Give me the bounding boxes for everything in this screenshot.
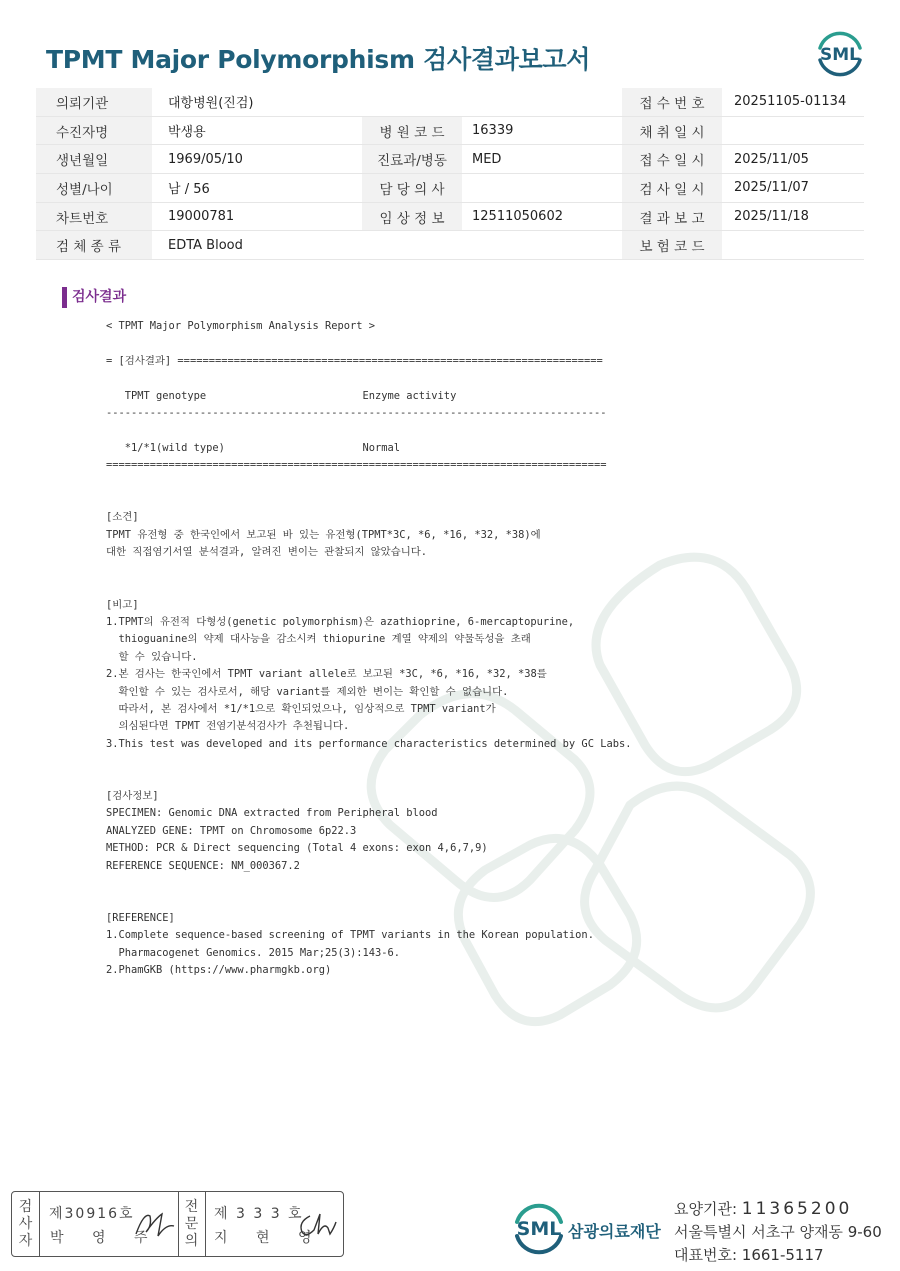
info-label: 담 당 의 사: [362, 174, 462, 203]
stamp-divider: [205, 1192, 206, 1256]
info-label: 생년월일: [36, 145, 152, 174]
info-value: [462, 174, 622, 203]
patient-info-table: [36, 88, 864, 260]
foundation-logo-text: SML: [516, 1218, 562, 1240]
foundation-name: 삼광의료재단: [568, 1222, 661, 1241]
info-label: 성별/나이: [36, 174, 152, 203]
info-value: [722, 116, 864, 145]
info-value: 20251105-01134: [722, 88, 864, 116]
specialist-label: [178, 1192, 205, 1256]
report-body-text: < TPMT Major Polymorphism Analysis Report > = [검사결과] ==================================================================== TPMT genotype Enzyme activity -------------------------------------------------------------------------------- *1/*1(wild type) Normal ================================================================================ [소견] TPMT 유전형 중 한국인에서 보고된 바 있는 유전형(TPMT*3C, *6, *16, *32, *38)에 대한 직접염기서열 분석결과, 알려진 변이는 관찰되지 않았습니다. [비고] 1.TPMT의 유전적 다형성(genetic polymorphism)은 azathioprine, 6-mercaptopurine, thioguanine의 약제 대사능을 감소시켜 thiopurine 계열 약제의 약물독성을 초래 할 수 있습니다. 2.본 검사는 한국인에서 TPMT variant allele로 보고된 *3C, *6, *16, *32, *38를 확인할 수 있는 검사로서, 해당 variant를 제외한 변이는 확인할 수 없습니다. 따라서, 본 검사에서 *1/*1으로 확인되었으나, 임상적으로 TPMT variant가 의심된다면 TPMT 전염기분석검사가 추천됩니다. 3.This test was developed and its performance characteristics determined by GC Labs. [검사정보] SPECIMEN: Genomic DNA extracted from Peripheral blood ANALYZED GENE: TPMT on Chromosome 6p22.3 METHOD: PCR & Direct sequencing (Total 4 exons: exon 4,6,7,9) REFERENCE SEQUENCE: NM_000367.2 [REFERENCE] 1.Complete sequence-based screening of TPMT variants in the Korean population. Pharmacogenet Genomics. 2015 Mar;25(3):143-6. 2.PhamGKB (https://www.pharmgkb.org): [106, 320, 632, 977]
stamp-divider: [39, 1192, 40, 1256]
info-label: 결 과 보 고: [622, 202, 722, 231]
examiner-signature-icon: [132, 1206, 178, 1242]
info-label: 보 험 코 드: [622, 231, 722, 260]
info-value: 2025/11/07: [722, 174, 864, 203]
footer-contact-info: [674, 1198, 882, 1267]
specialist-label-char: 의: [184, 1232, 199, 1249]
info-value: 12511050602: [462, 202, 622, 231]
specialist-label-char: 전: [184, 1198, 199, 1215]
table-row: [36, 88, 864, 116]
specialist-label-char: 문: [184, 1215, 199, 1232]
info-value: 19000781: [152, 202, 362, 231]
care-institution-code: 11365200: [741, 1199, 853, 1219]
info-value: 1969/05/10: [152, 145, 362, 174]
address-line: 서울특별시 서초구 양재동 9-60: [674, 1223, 882, 1241]
info-label: [362, 88, 462, 116]
phone-label: 대표번호:: [674, 1246, 742, 1264]
examiner-label: [12, 1192, 39, 1256]
info-value: 2025/11/05: [722, 145, 864, 174]
phone-line: [674, 1244, 882, 1267]
info-label: 검 사 일 시: [622, 174, 722, 203]
info-label: 진료과/병동: [362, 145, 462, 174]
info-value: [722, 231, 864, 260]
info-value: 박생용: [152, 116, 362, 145]
info-value: 대항병원(진검): [152, 88, 362, 116]
info-value: 2025/11/18: [722, 202, 864, 231]
signature-stamp-box: [11, 1191, 344, 1257]
specialist-signature-icon: [296, 1208, 340, 1242]
info-label: 접 수 일 시: [622, 145, 722, 174]
table-row: [36, 145, 864, 174]
examiner-label-char: 검: [18, 1198, 33, 1215]
info-label: [362, 231, 462, 260]
specialist-name: 지 현 영: [214, 1230, 324, 1246]
info-label: 채 취 일 시: [622, 116, 722, 145]
sml-logo-icon: [812, 26, 868, 82]
table-row: [36, 174, 864, 203]
info-label: 임 상 정 보: [362, 202, 462, 231]
foundation-logo-icon: [509, 1200, 569, 1256]
table-row: [36, 202, 864, 231]
phone-number: 1661-5117: [741, 1246, 824, 1264]
info-value: EDTA Blood: [152, 231, 362, 260]
info-label: 접 수 번 호: [622, 88, 722, 116]
info-value: [462, 88, 622, 116]
section-title: 검사결과: [62, 287, 126, 308]
care-institution-line: [674, 1198, 882, 1221]
examiner-label-char: 자: [18, 1232, 33, 1249]
info-label: 병 원 코 드: [362, 116, 462, 145]
care-institution-label: 요양기관:: [674, 1200, 742, 1218]
examiner-name: 박 영 주: [50, 1230, 160, 1246]
info-label: 의뢰기관: [36, 88, 152, 116]
examiner-label-char: 사: [18, 1215, 33, 1232]
examiner-license-no: 제30916호: [49, 1206, 135, 1222]
info-label: 차트번호: [36, 202, 152, 231]
sml-logo-text: SML: [820, 45, 860, 65]
info-value: 16339: [462, 116, 622, 145]
table-row: [36, 231, 864, 260]
specialist-license-no: 제 3 3 3 호: [214, 1206, 304, 1222]
info-label: 수진자명: [36, 116, 152, 145]
table-row: [36, 116, 864, 145]
info-value: [462, 231, 622, 260]
info-value: 남 / 56: [152, 174, 362, 203]
info-label: 검 체 종 류: [36, 231, 152, 260]
info-value: MED: [462, 145, 622, 174]
report-title: TPMT Major Polymorphism 검사결과보고서: [46, 45, 591, 74]
